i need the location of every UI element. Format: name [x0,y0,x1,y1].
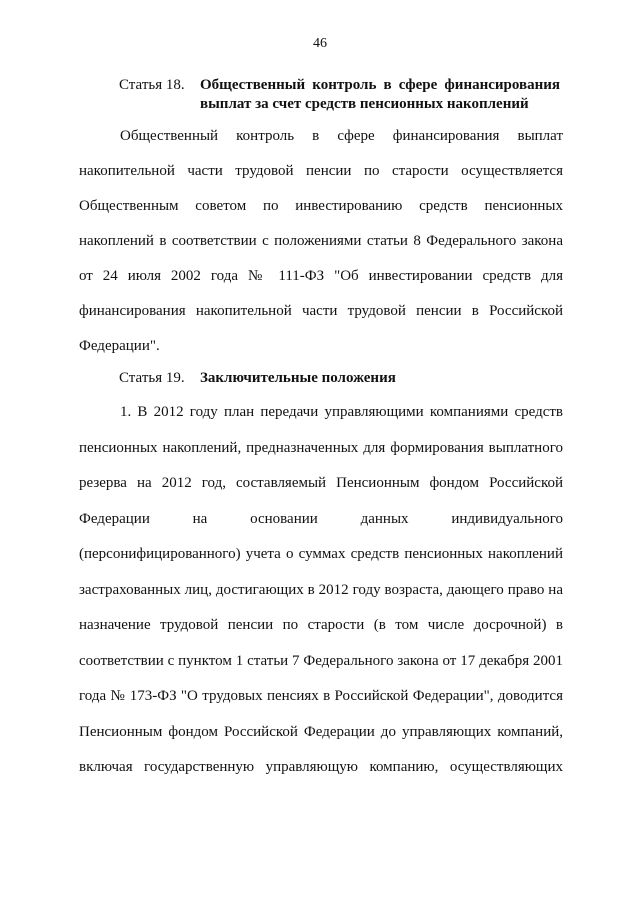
text-line: Федерации". [79,338,160,354]
text-line: (персонифицированного) учета о суммах средств пенсионных накоплений [79,546,563,562]
article-19-label: Статья 19. [119,370,185,386]
text-line: Федерации на основании данных индивидуального [79,511,563,527]
text-line: резерва на 2012 год, составляемый Пенсионным фондом Российской [79,475,563,491]
text-line: назначение трудовой пенсии по старости (в том числе досрочной) в [79,617,563,633]
page-number: 46 [313,36,327,51]
text-line: накопительной части трудовой пенсии по старости осуществляется [79,163,563,179]
text-line: пенсионных накоплений, предназначенных для формирования выплатного [79,440,563,456]
article-18-label: Статья 18. [119,77,185,93]
text-line: включая государственную управляющую компанию, осуществляющих [79,759,563,775]
text-line: финансирования накопительной части трудовой пенсии в Российской [79,303,563,319]
text-line: года № 173-ФЗ "О трудовых пенсиях в Российской Федерации", доводится [79,688,563,704]
text-line: от 24 июля 2002 года № 111-ФЗ "Об инвестировании средств для [79,268,563,284]
article-19-title: Заключительные положения [200,370,396,386]
text-line: накоплений в соответствии с положениями статьи 8 Федерального закона [79,233,563,249]
text-line: Общественный контроль в сфере финансирования выплат [120,128,563,144]
text-line: 1. В 2012 году план передачи управляющими компаниями средств [120,404,563,420]
text-line: застрахованных лиц, достигающих в 2012 году возраста, дающего право на [79,582,563,598]
text-line: соответствии с пунктом 1 статьи 7 Федерального закона от 17 декабря 2001 [79,653,563,669]
text-line: Общественным советом по инвестированию средств пенсионных [79,198,563,214]
text-line: Пенсионным фондом Российской Федерации до управляющих компаний, [79,724,563,740]
article-18-title: Общественный контроль в сфере финансирования выплат за счет средств пенсионных накоплений [200,77,560,112]
